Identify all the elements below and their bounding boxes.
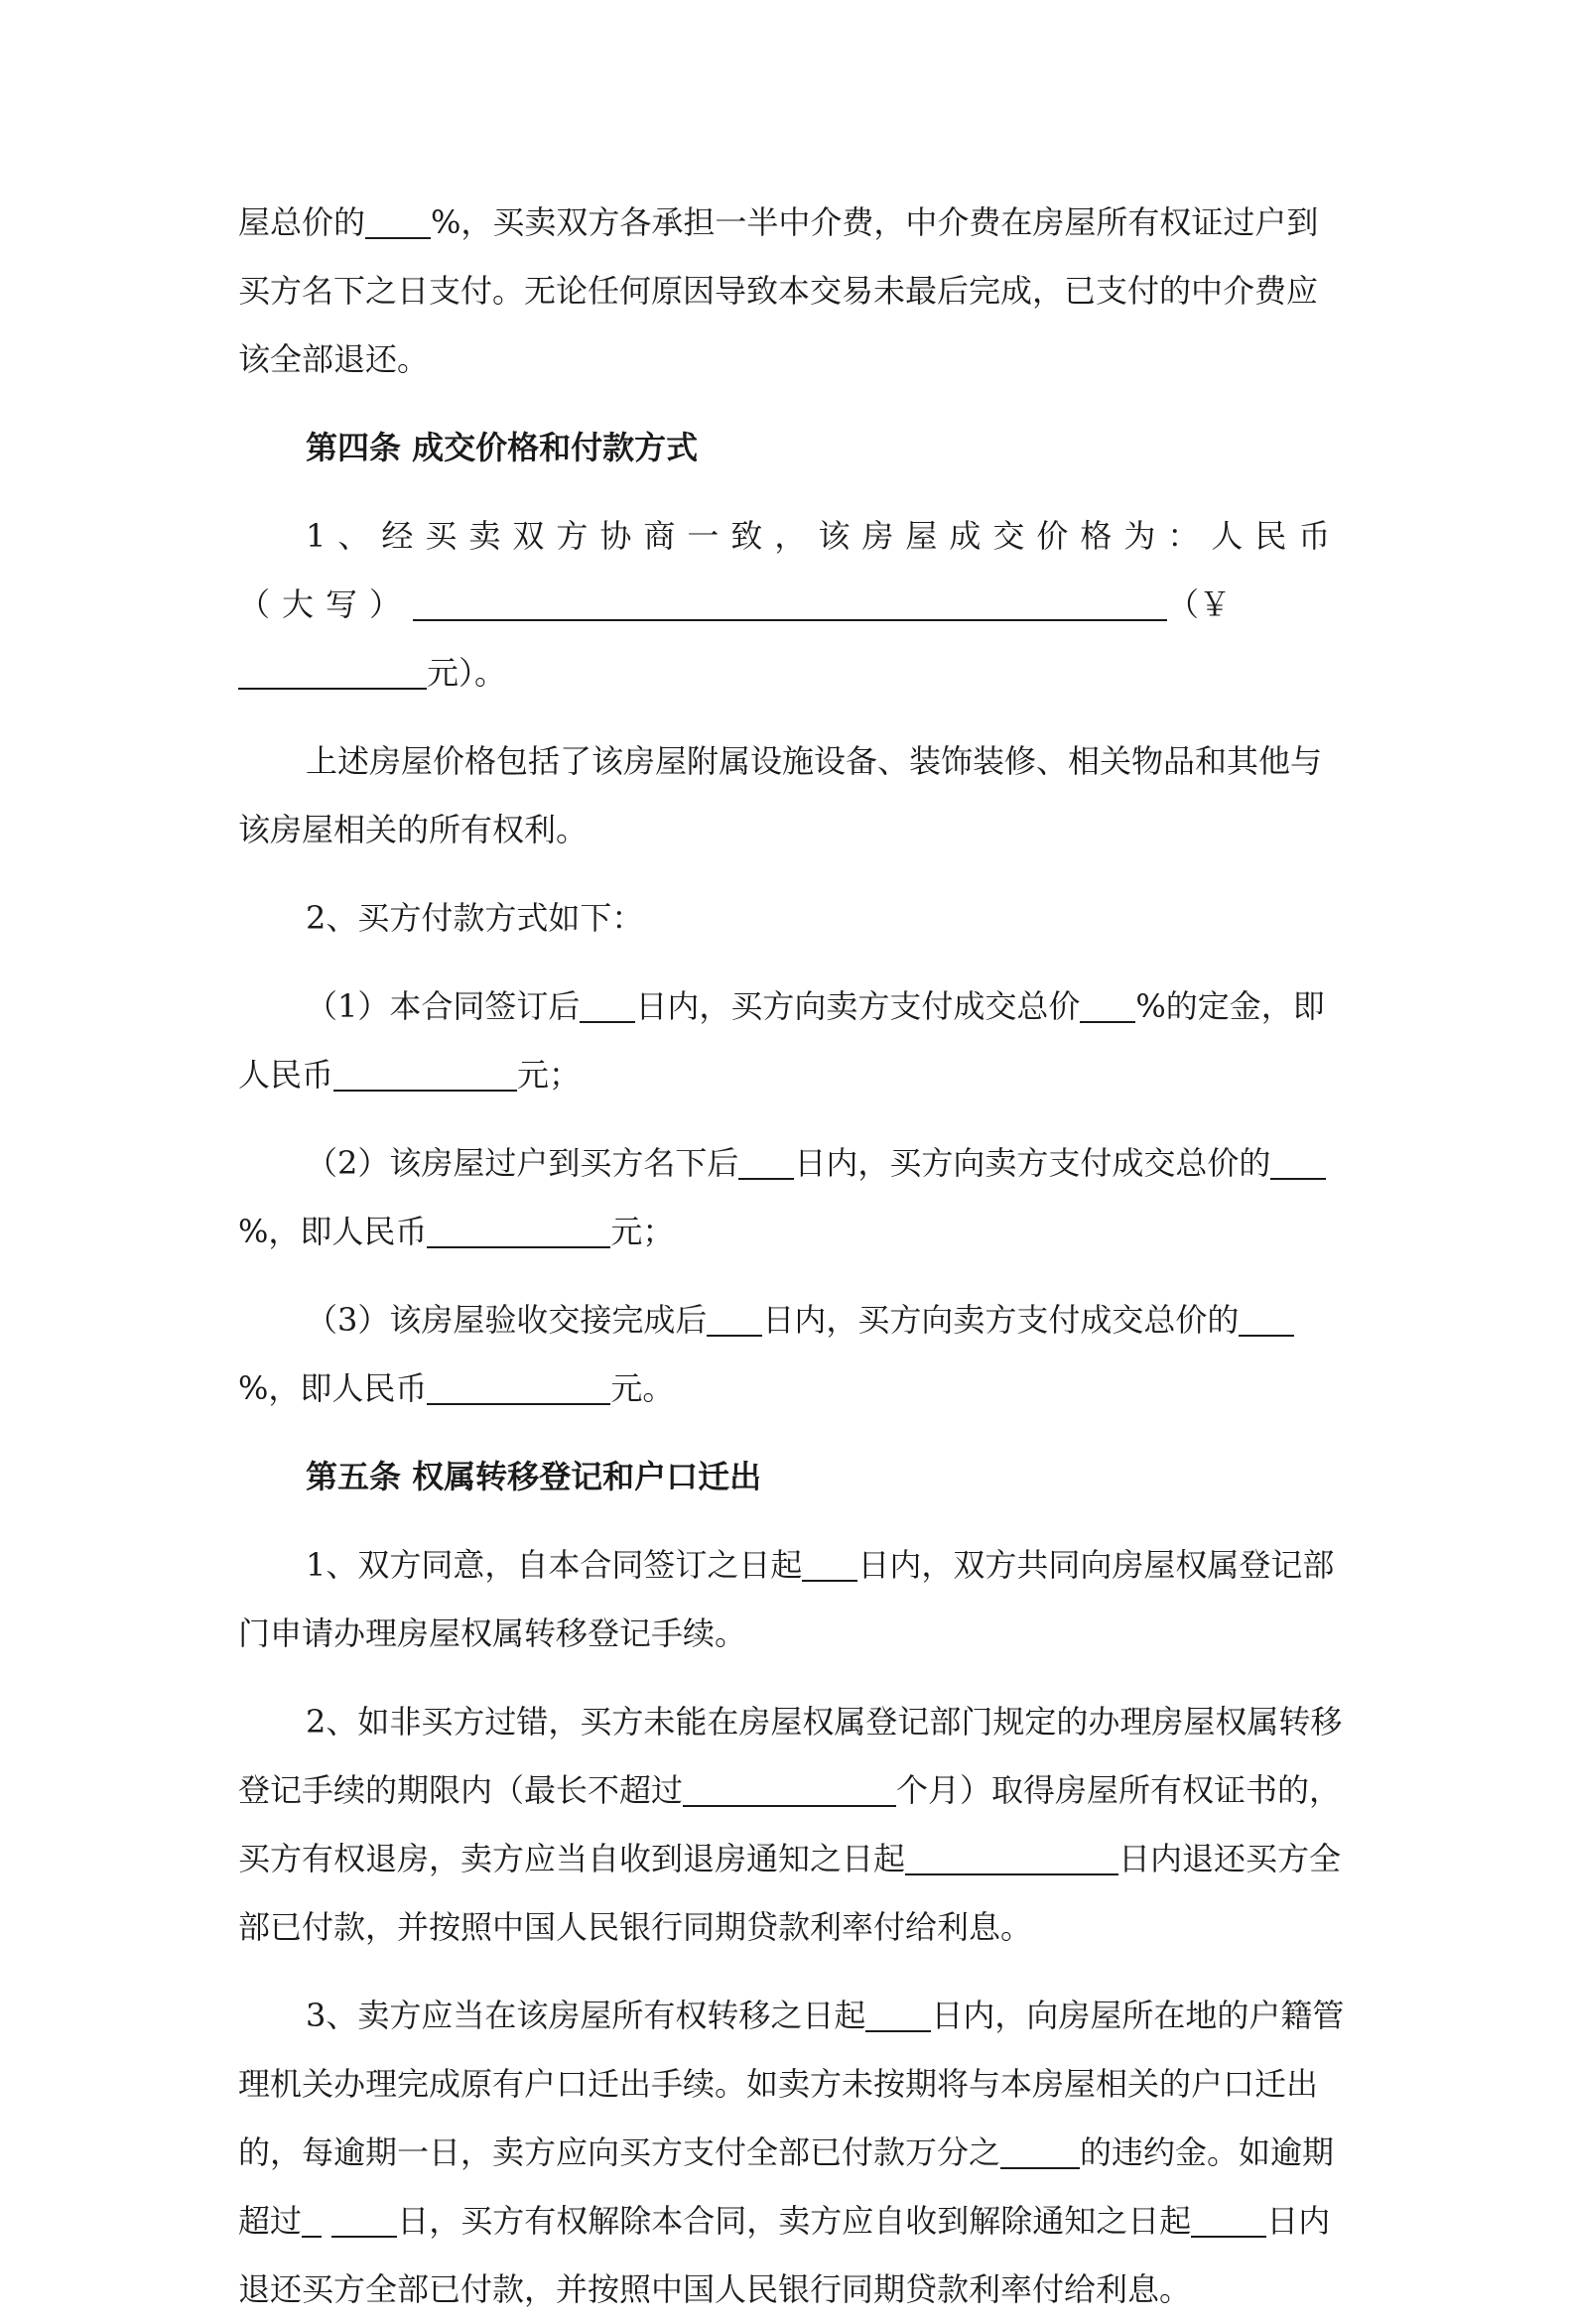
paragraph-payment-intro: 2、买方付款方式如下： — [306, 899, 644, 937]
blank-line — [1000, 2137, 1080, 2169]
text-run: %，即人民币 — [238, 1213, 428, 1250]
blank-line — [413, 589, 1167, 621]
contract-body — [238, 189, 1345, 2324]
text-run: 日内退还买方全部已付款，并按照中国人民银行同期贷款利率付给利息。 — [238, 1840, 1342, 1946]
text-run: 1、经买卖双方协商一致，该房屋成交价格为：人民币（大写） — [238, 517, 1343, 623]
text-run: 日内，买方向卖方支付成交总价的 — [762, 1301, 1240, 1339]
blank-line — [1080, 991, 1135, 1023]
text-run: 日内，买方向卖方支付成交总价 — [635, 987, 1081, 1025]
text-run: 日内，双方共同向房屋权属登记部门申请办理房屋权属转移登记手续。 — [238, 1546, 1335, 1652]
blank-line — [331, 2206, 397, 2238]
article-4-heading: 第四条 成交价格和付款方式 — [306, 429, 699, 466]
paragraph-payment-3 — [238, 1286, 1345, 1423]
text-run: （2）该房屋过户到买方名下后 — [306, 1144, 739, 1182]
text-run: %的定金，即人民币 — [238, 987, 1325, 1094]
text-run: 元。 — [610, 1369, 675, 1407]
text-run: 元； — [517, 1056, 582, 1094]
text-run: 日内，买方向卖方支付成交总价的 — [794, 1144, 1271, 1182]
blank-line — [738, 1148, 794, 1180]
text-run: 的违约金。如逾期超过 — [238, 2133, 1335, 2240]
text-run: 日，买方有权解除本合同，卖方应自收到解除通知之日起 — [397, 2202, 1192, 2240]
text-run: 2、如非买方过错，买方未能在房屋权属登记部门规定的办理房屋权属转移登记手续的期限内（最长不超过 — [238, 1703, 1343, 1809]
blank-line — [427, 1217, 610, 1248]
paragraph-payment-1 — [238, 972, 1345, 1109]
blank-line — [302, 2206, 322, 2238]
blank-line — [865, 2001, 931, 2032]
blank-line — [707, 1305, 762, 1337]
text-run: （3）该房屋验收交接完成后 — [306, 1301, 708, 1339]
text-run: 日内退还买方全部已付款，并按照中国人民银行同期贷款利率付给利息。 — [238, 2202, 1331, 2308]
blank-line — [333, 1060, 517, 1092]
text-run: 个月）取得房屋所有权证书的，买方有权退房，卖方应当自收到退房通知之日起 — [238, 1771, 1342, 1877]
paragraph-price — [238, 502, 1345, 708]
paragraph-refund — [238, 1688, 1345, 1962]
paragraph-price-scope: 上述房屋价格包括了该房屋附属设施设备、装饰装修、相关物品和其他与该房屋相关的所有权利。 — [238, 742, 1323, 848]
article-5-heading: 第五条 权属转移登记和户口迁出 — [306, 1458, 762, 1495]
paragraph-agency-fee — [238, 189, 1345, 394]
blank-line — [365, 207, 431, 239]
blank-line — [1270, 1148, 1326, 1180]
text-run: 屋总价的 — [238, 203, 366, 241]
blank-line — [1239, 1305, 1294, 1337]
text-run: %，即人民币 — [238, 1369, 428, 1407]
paragraph-payment-2 — [238, 1129, 1345, 1266]
text-run: 元； — [610, 1213, 675, 1250]
blank-line — [238, 658, 427, 690]
text-run: 3、卖方应当在该房屋所有权转移之日起 — [306, 1997, 866, 2034]
blank-line — [427, 1373, 610, 1405]
text-run: （1）本合同签订后 — [306, 987, 581, 1025]
blank-line — [1191, 2206, 1266, 2238]
text-run: 日内，向房屋所在地的户籍管理机关办理完成原有户口迁出手续。如卖方未按期将与本房屋相关的户口迁出的，每逾期一日，卖方应向买方支付全部已付款万分之 — [238, 1997, 1345, 2171]
paragraph-registration — [238, 1531, 1345, 1668]
blank-line — [802, 1550, 857, 1582]
text-run: 1、双方同意，自本合同签订之日起 — [306, 1546, 803, 1584]
text-run: %，买卖双方各承担一半中介费，中介费在房屋所有权证过户到买方名下之日支付。无论任何原因导致本交易未最后完成，已支付的中介费应该全部退还。 — [238, 203, 1319, 378]
blank-line — [905, 1844, 1118, 1875]
blank-line — [683, 1775, 896, 1807]
paragraph-hukou — [238, 1982, 1345, 2324]
text-run: （￥ — [1167, 585, 1232, 623]
blank-line — [580, 991, 635, 1023]
text-run: 元）。 — [427, 654, 507, 692]
